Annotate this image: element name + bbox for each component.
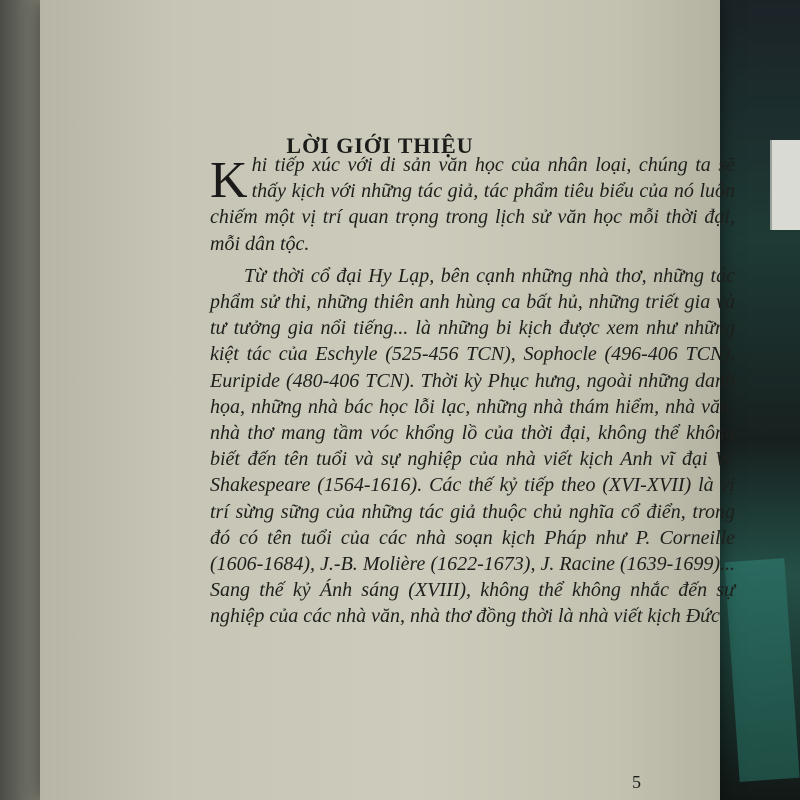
background-book-spine [770, 140, 800, 230]
page-title: LỜI GIỚI THIỆU [286, 132, 474, 158]
paragraph-2: Từ thời cổ đại Hy Lạp, bên cạnh những nhà thơ, những tác phẩm sử thi, những thiên anh hùng ca bất hủ, những triết gia và tư tưởng gia nổi tiếng... là những bi kịch được xem như những kiệt tác của Eschyle (525-456 TCN), Sophocle (496-406 TCN), Euripide (480-406 TCN). Thời kỳ Phục hưng, ngoài những danh họa, những nhà bác học lỗi lạc, những nhà thám hiểm, nhà văn, nhà thơ mang tầm vóc khổng lồ của thời đại, không thể không biết đến tên tuổi và sự nghiệp của nhà viết kịch Anh vĩ đại W. Shakespeare (1564-1616). Các thế kỷ tiếp theo (XVI-XVII) là vị trí sừng sững của những tác giả thuộc chủ nghĩa cổ điển, trong đó có tên tuổi của các nhà soạn kịch Pháp như P. Corneille (1606-1684), J.-B. Molière (1622-1673), J. Racine (1639-1699)... Sang thế kỷ Ánh sáng (XVIII), không thể không nhắc đến sự nghiệp của các nhà văn, nhà thơ đồng thời là nhà viết kịch Đức [210, 264, 735, 628]
background-book [724, 558, 799, 782]
drop-cap: K [210, 152, 248, 209]
body-text [210, 152, 735, 630]
paragraph-1-text: hi tiếp xúc với di sản văn học của nhân loại, chúng ta sẽ thấy kịch với những tác giả, tác phẩm tiêu biểu của nó luôn chiếm một vị trí quan trọng trong lịch sử văn học mỗi thời đại, mỗi dân tộc. [210, 154, 735, 255]
paragraph-1 [210, 152, 735, 257]
book-page [40, 0, 735, 800]
page-number: 5 [632, 772, 641, 792]
